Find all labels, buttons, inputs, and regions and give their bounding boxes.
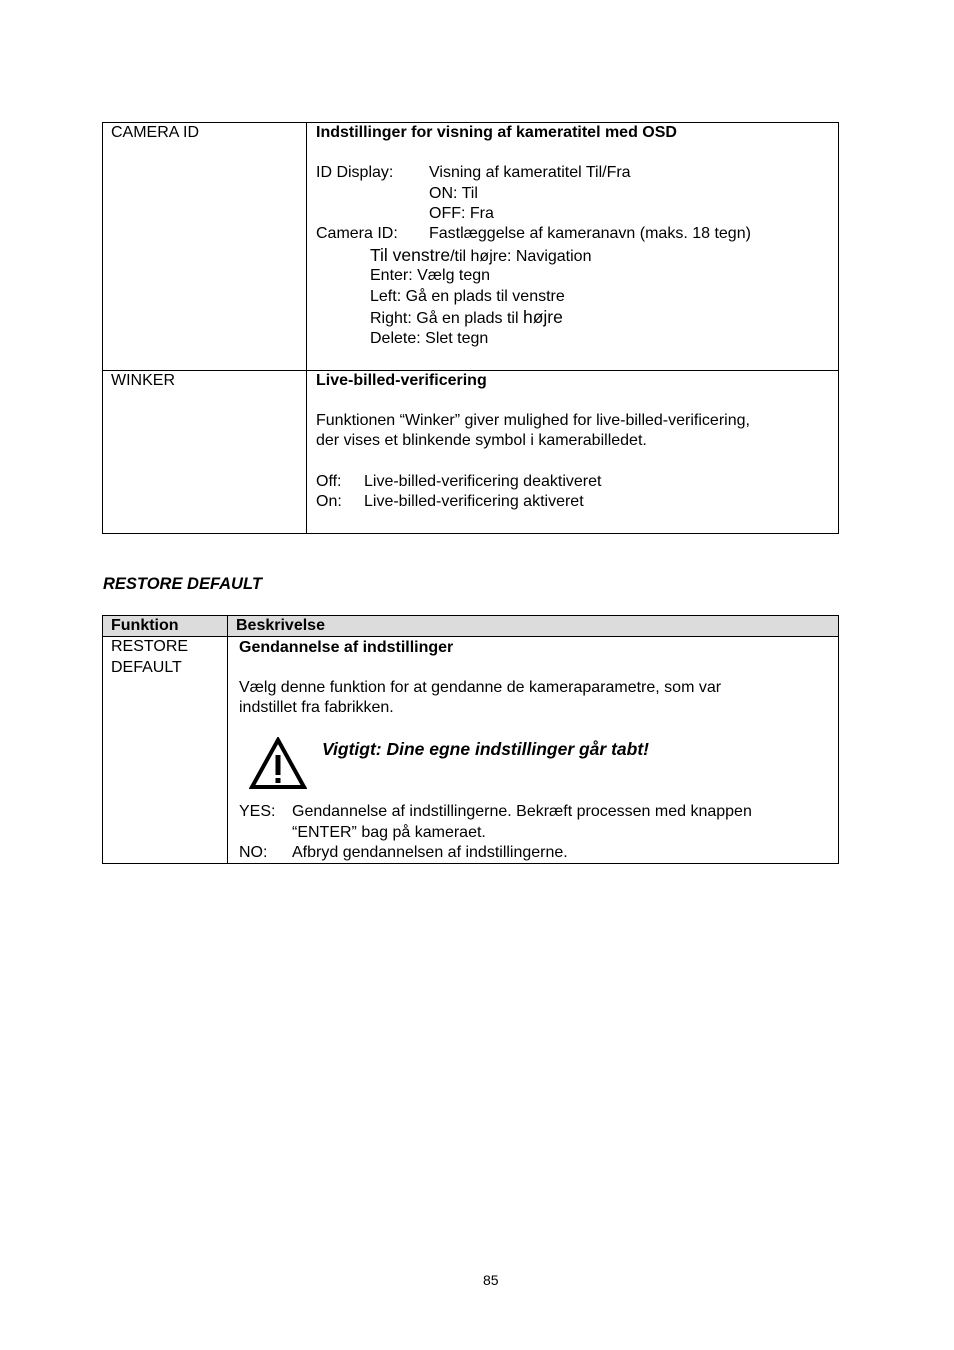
header-divider [102, 636, 839, 637]
restore-heading: Gendannelse af indstillinger [239, 639, 454, 656]
yes-line1: Gendannelse af indstillingerne. Bekræft processen med knappen [292, 803, 752, 820]
yes-key: YES: [239, 803, 276, 820]
navigation-left-label: Til venstre [370, 245, 451, 265]
row-label-winker: WINKER [111, 372, 175, 389]
winker-on-key: On: [316, 493, 342, 510]
warning-text: Vigtigt: Dine egne indstillinger går tabt! [322, 739, 649, 759]
winker-off-key: Off: [316, 473, 342, 490]
table-divider [306, 122, 307, 534]
enter-line: Enter: Vælg tegn [370, 267, 491, 284]
restore-desc-line2: indstillet fra fabrikken. [239, 699, 394, 716]
section-title: RESTORE DEFAULT [103, 575, 262, 593]
winker-desc-line2: der vises et blinkende symbol i kamerabilledet. [316, 432, 647, 449]
right-text: Right: Gå en plads til [370, 310, 523, 327]
id-display-key: ID Display: [316, 164, 394, 181]
winker-heading: Live-billed-verificering [316, 372, 487, 389]
navigation-line [370, 245, 591, 267]
header-funktion: Funktion [111, 617, 179, 634]
left-line: Left: Gå en plads til venstre [370, 288, 565, 305]
winker-off-value: Live-billed-verificering deaktiveret [364, 473, 602, 490]
right-big: højre [522, 307, 563, 327]
warning-icon [249, 737, 307, 790]
table-divider [227, 615, 228, 864]
restore-desc-line1: Vælg denne funktion for at gendanne de kameraparametre, som var [239, 679, 722, 696]
restore-label-line1: RESTORE [111, 638, 189, 655]
winker-desc-line1: Funktionen “Winker” giver mulighed for live-billed-verificering, [316, 412, 750, 429]
camera-id-value: Fastlæggelse af kameranavn (maks. 18 tegn) [429, 225, 751, 242]
no-value: Afbryd gendannelsen af indstillingerne. [292, 844, 568, 861]
id-display-on: ON: Til [429, 185, 478, 202]
delete-line: Delete: Slet tegn [370, 330, 489, 347]
header-beskrivelse: Beskrivelse [236, 617, 325, 634]
no-key: NO: [239, 844, 268, 861]
restore-label-line2: DEFAULT [111, 659, 182, 676]
navigation-rest: /til højre: Navigation [450, 248, 592, 265]
camera-id-key: Camera ID: [316, 225, 398, 242]
id-display-off: OFF: Fra [429, 205, 494, 222]
page-number: 85 [483, 1272, 499, 1288]
winker-on-value: Live-billed-verificering aktiveret [364, 493, 584, 510]
id-display-value: Visning af kameratitel Til/Fra [429, 164, 631, 181]
row-label-camera-id: CAMERA ID [111, 124, 200, 141]
right-line [370, 307, 563, 329]
yes-line2: “ENTER” bag på kameraet. [292, 824, 486, 841]
camera-id-heading: Indstillinger for visning af kameratitel med OSD [316, 124, 677, 141]
